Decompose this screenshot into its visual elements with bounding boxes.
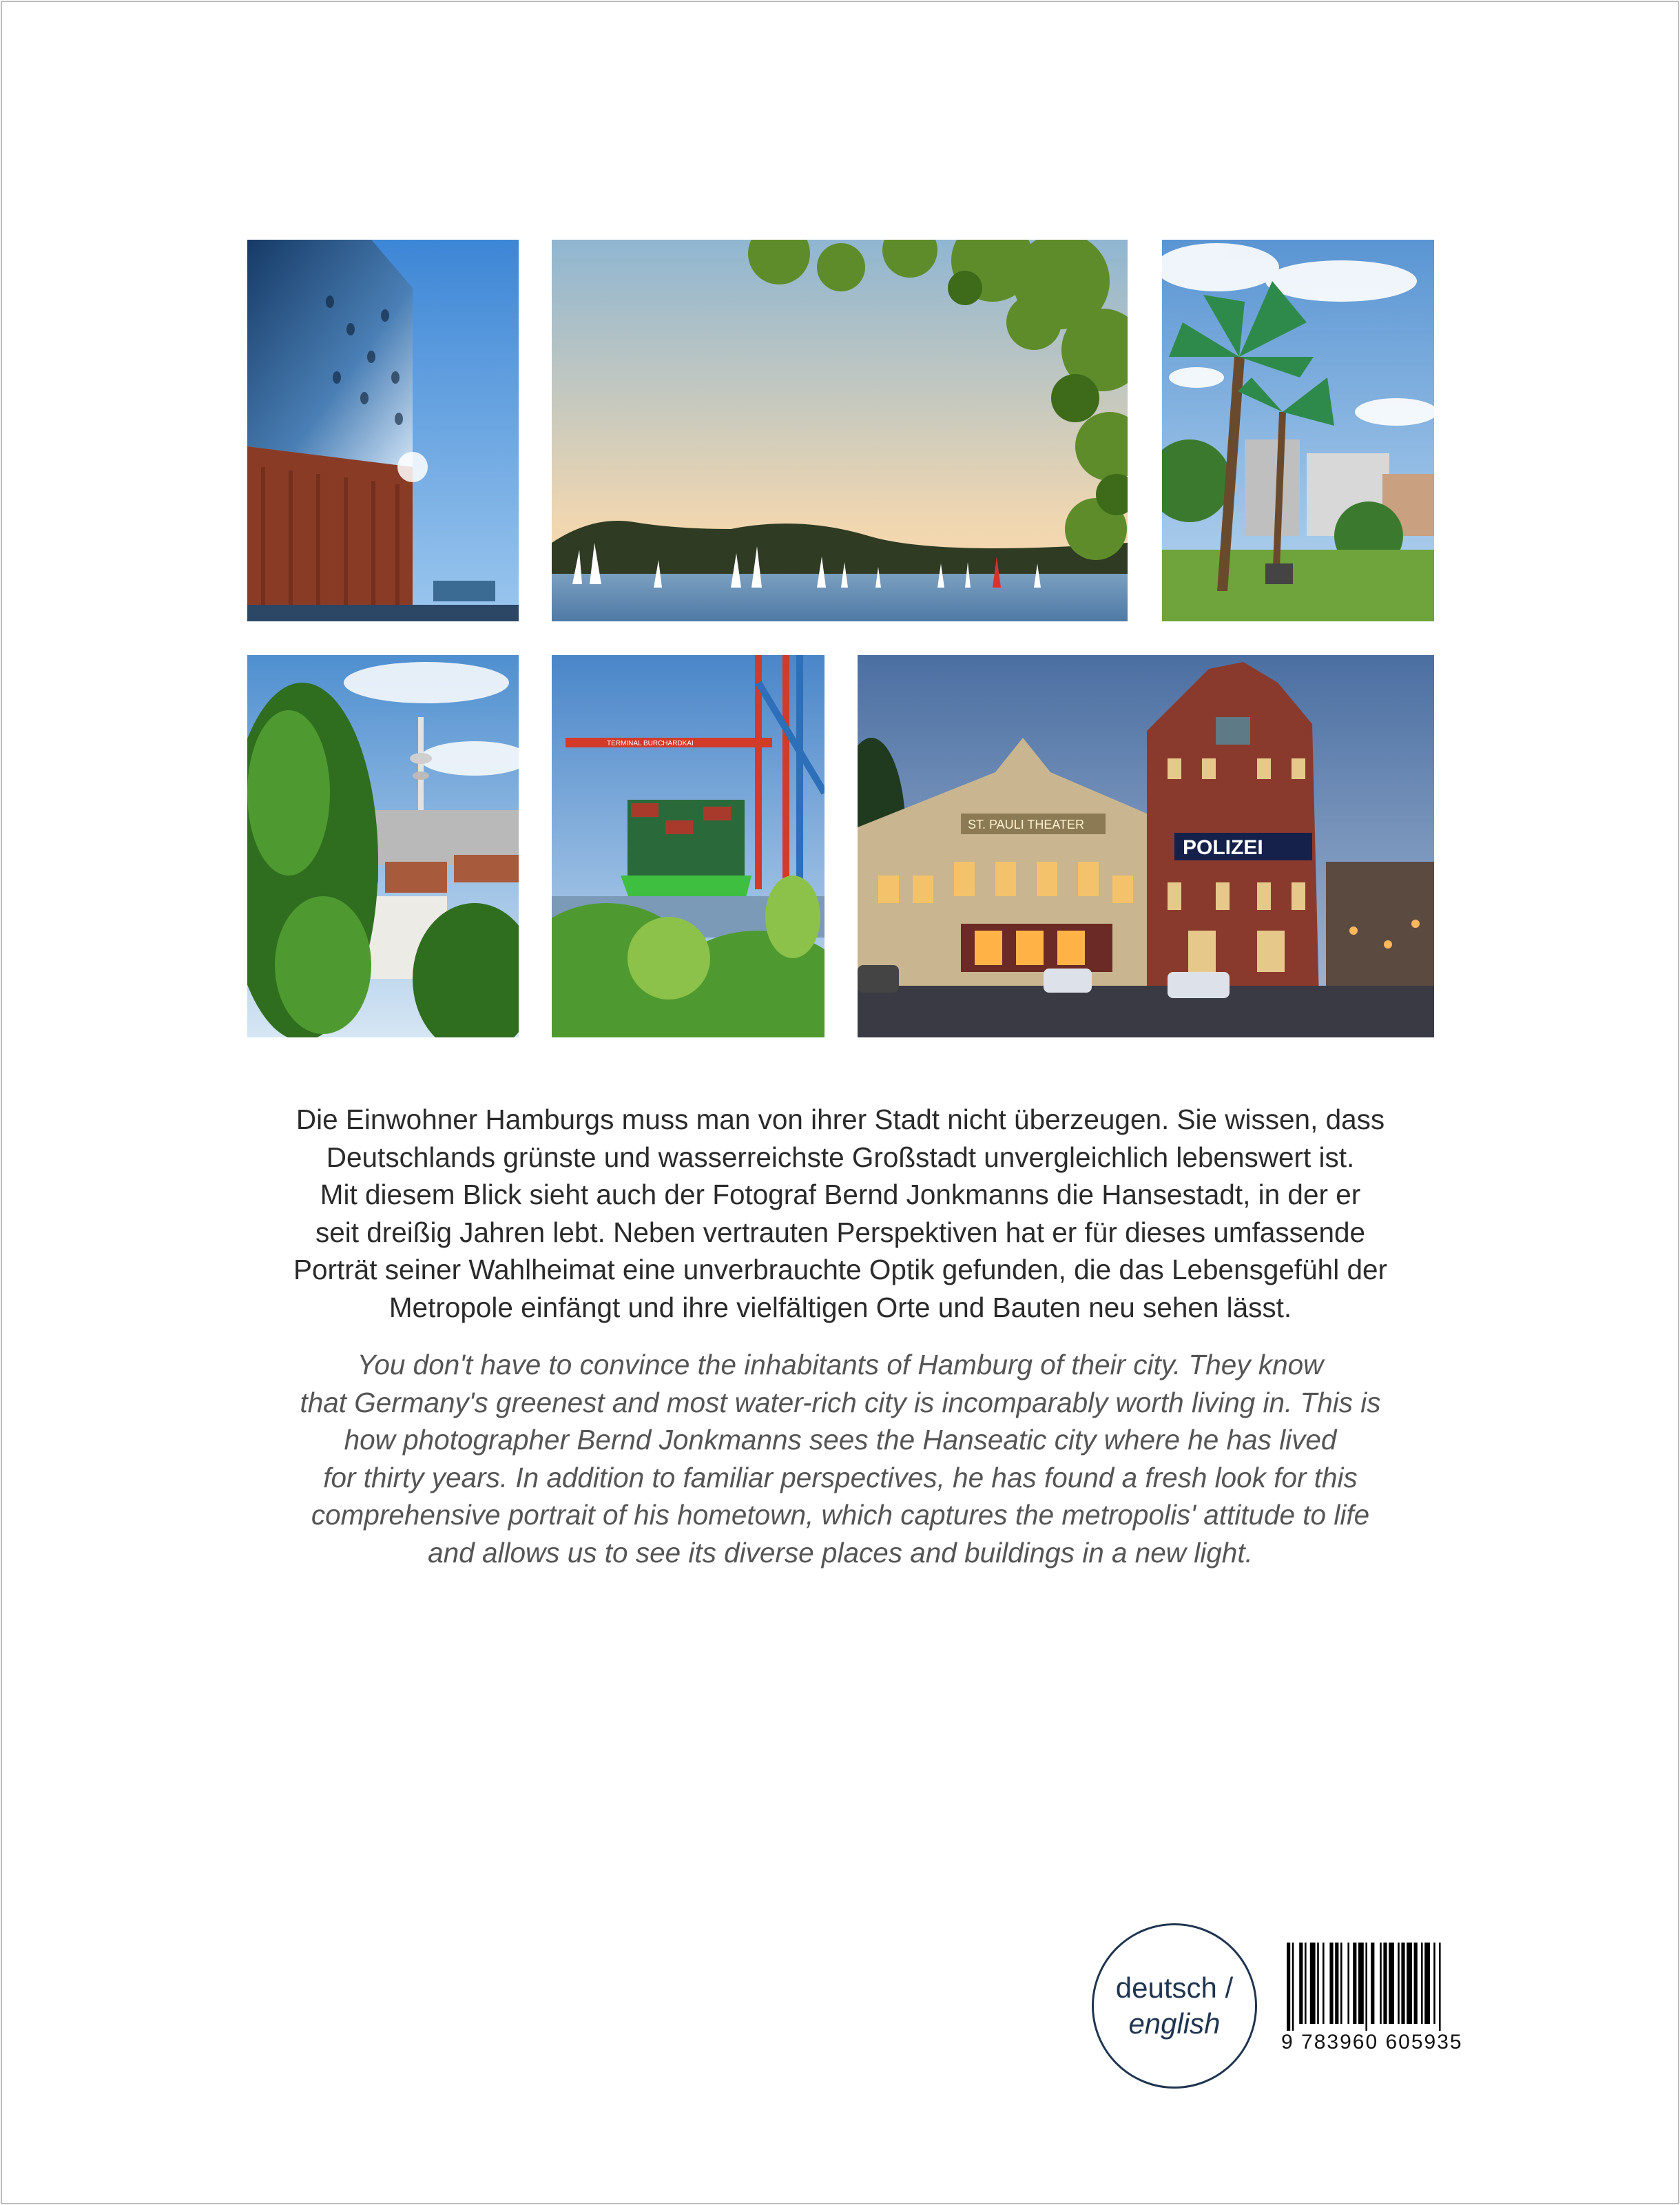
description-line: Die Einwohner Hamburgs muss man von ihrer Stadt nicht überzeugen. Sie wissen, dass [295, 1104, 1385, 1135]
barcode-bar [1317, 1943, 1319, 2024]
description-german [207, 1101, 1474, 1326]
barcode-bar [1353, 1943, 1356, 2024]
barcode-bar [1310, 1943, 1316, 2024]
description-line: how photographer Bernd Jonkmanns sees the Hanseatic city where he has lived [344, 1424, 1337, 1456]
theater-sign: ST. PAULI THEATER [968, 818, 1085, 831]
barcode-bar [1340, 1943, 1342, 2024]
barcode-bar [1365, 1943, 1367, 2031]
barcode-bar [1433, 1943, 1435, 2024]
photo-container-terminal [552, 655, 825, 1037]
description-line: seit dreißig Jahren lebt. Neben vertrauten Perspektiven hat er für dieses umfassende [315, 1216, 1366, 1248]
barcode-bar [1358, 1943, 1364, 2024]
language-badge-line2: english [1128, 2007, 1221, 2040]
barcode-bar [1439, 1943, 1441, 2031]
photo-alster-sailboats [552, 240, 1128, 621]
photo-park-fiction [1162, 240, 1434, 621]
barcode-bar [1398, 1943, 1400, 2024]
barcode-digits: 9 783960 605935 [1281, 2031, 1463, 2053]
description-line: You don't have to convince the inhabitants of Hamburg of their city. They know [357, 1349, 1324, 1380]
barcode-bar [1287, 1943, 1290, 2031]
barcode-bar [1292, 1943, 1294, 2031]
description-line: and allows us to see its diverse places and buildings in a new light. [428, 1536, 1253, 1569]
language-badge-line1: deutsch / [1115, 1971, 1234, 2004]
description-line: Deutschlands grünste und wasserreichste Großstadt unvergleichlich lebenswert ist. [326, 1141, 1355, 1173]
barcode-bar [1424, 1943, 1430, 2024]
description-line: Mit diesem Blick sieht auch der Fotograf Bernd Jonkmanns die Hansestadt, in der er [320, 1179, 1361, 1210]
barcode-bar [1407, 1943, 1412, 2024]
photo-st-pauli-theater-polizei [858, 655, 1434, 1037]
description-line: comprehensive portrait of his hometown, which captures the metropolis' attitude to life [311, 1499, 1370, 1531]
barcode-bar [1323, 1943, 1325, 2024]
barcode-bar [1421, 1943, 1423, 2024]
barcode-bar [1401, 1943, 1404, 2024]
photo-elbphilharmonie [247, 240, 519, 621]
barcode-bar [1414, 1943, 1418, 2024]
barcode-bar [1383, 1943, 1387, 2024]
barcode-bar [1371, 1943, 1374, 2024]
barcode-bar [1335, 1943, 1338, 2024]
barcode [1284, 1943, 1491, 2091]
barcode-bar [1329, 1943, 1333, 2024]
description-line: Porträt seiner Wahlheimat eine unverbrauchte Optik gefunden, die das Lebensgefühl der [293, 1254, 1387, 1285]
barcode-bar [1347, 1943, 1349, 2024]
description-line: for thirty years. In addition to familiar perspectives, he has found a fresh look for this [323, 1461, 1358, 1493]
description-english [207, 1346, 1474, 1571]
description-line: that Germany's greenest and most water-rich city is incomparably worth living in. This is [300, 1386, 1381, 1418]
barcode-bar [1389, 1943, 1394, 2024]
barcode-bar [1299, 1943, 1303, 2024]
barcode-bar [1380, 1943, 1382, 2024]
polizei-sign: POLIZEI [1183, 836, 1263, 859]
photo-tv-tower [247, 655, 519, 1037]
terminal-sign: TERMINAL BURCHARDKAI [607, 740, 694, 747]
barcode-bar [1305, 1943, 1307, 2024]
description-line: Metropole einfängt und ihre vielfältigen Orte und Bauten neu sehen lässt. [388, 1291, 1292, 1323]
language-badge [1092, 1923, 1257, 2089]
